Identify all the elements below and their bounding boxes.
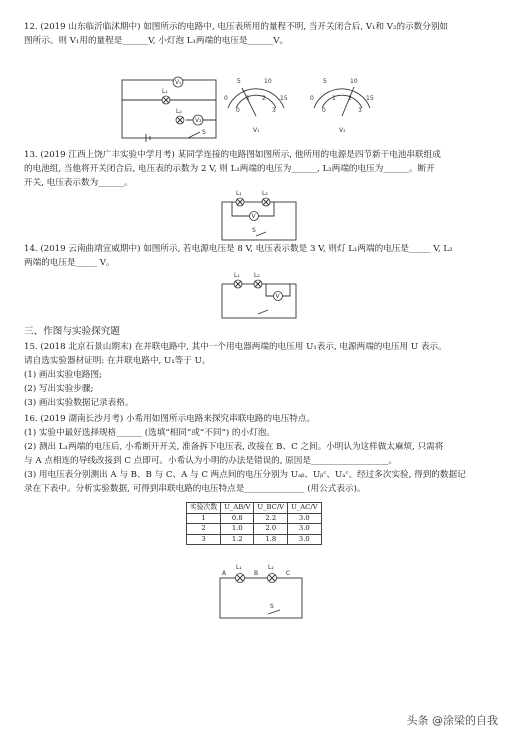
l1-label: L₁: [234, 272, 240, 279]
table-cell: 3: [187, 534, 221, 545]
lamp-l1-icon: [236, 198, 244, 206]
table-cell: 2.2: [254, 513, 288, 524]
table-header-cell: U_AB/V: [221, 503, 254, 514]
q12-circuit-diagram: [118, 76, 222, 146]
q16-data-table: [186, 502, 322, 545]
table-cell: 1.8: [254, 534, 288, 545]
q16-text-line4: 与 A 点相连的导线改接到 C 点即可。小希认为小明的办法是错误的, 原因是__________________。: [24, 456, 397, 466]
s-label: S: [202, 129, 206, 136]
lamp-l2-icon: [268, 574, 277, 583]
q12-dial-v1: [222, 74, 290, 136]
point-a-label: A: [222, 570, 227, 577]
watermark: 头条 @涂梁的自我: [406, 714, 498, 727]
dial2-scale-5: 5: [323, 78, 327, 85]
dial2-inner-1: 1: [332, 95, 336, 102]
dial1-inner-0: 0: [236, 107, 240, 114]
dial2-inner-0: 0: [322, 107, 326, 114]
l1-label: L₁: [236, 190, 242, 197]
v-label: V: [251, 213, 256, 220]
q13-text-line1: 13. (2019 江西上饶广丰实验中学月考) 某同学连接的电路图如图所示, 他所用的电源是四节新干电池串联组成: [24, 150, 441, 160]
lamp-l2-icon: [254, 280, 262, 288]
section-title: 三、作图与实验探究题: [24, 326, 120, 337]
q14-text-line2: 两端的电压是_____ V。: [24, 258, 115, 268]
l2-label: L₂: [176, 108, 182, 115]
l2-label: L₂: [268, 564, 274, 571]
dial1-inner-2: 2: [262, 95, 266, 102]
dial2-inner-3: 3: [358, 107, 362, 114]
dial2-scale-15: 15: [366, 95, 374, 102]
dial1-inner-3: 3: [272, 107, 276, 114]
v-label: V: [275, 293, 280, 300]
table-cell: 2.0: [254, 524, 288, 535]
v2-label: V₂: [195, 117, 202, 124]
dial1-scale-5: 5: [237, 78, 241, 85]
table-header-cell: U_AC/V: [288, 503, 321, 514]
table-cell: 1: [187, 513, 221, 524]
dial2-inner-2: 2: [348, 95, 352, 102]
q16-text-line3: (2) 测出 L₁两端的电压后, 小希断开开关, 准备拆下电压表, 改接在 B、C 之间。小明认为这样做太麻烦, 只需将: [24, 442, 444, 452]
q12-dial-v2: [308, 74, 376, 136]
q15-text-line1: 15. (2018 北京石景山期末) 在并联电路中, 其中一个用电器两端的电压用 U₁表示, 电源两端的电压用 U 表示。: [24, 342, 447, 352]
dial2-caption: V₂: [339, 127, 346, 134]
lamp-l2-icon: [262, 198, 270, 206]
q13-circuit-diagram: [218, 190, 300, 248]
q15-text-line2: 请自选实验器材证明: 在并联电路中, U₁等于 U。: [24, 356, 211, 366]
l2-label: L₂: [262, 190, 268, 197]
table-row: [187, 524, 322, 535]
s-label: S: [252, 227, 256, 234]
table-header-row: [187, 503, 322, 514]
table-cell: 1.2: [221, 534, 254, 545]
lamp-l1-icon: [234, 280, 242, 288]
table-header-cell: 实验次数: [187, 503, 221, 514]
table-cell: 3.0: [288, 513, 321, 524]
dial2-scale-0: 0: [310, 95, 314, 102]
dial1-scale-0: 0: [224, 95, 228, 102]
table-cell: 0.8: [221, 513, 254, 524]
q16-text-line5: (3) 用电压表分别测出 A 与 B、B 与 C、A 与 C 两点间的电压分别为 Uₐᵦ、Uᵦᶜ、Uₐᶜ。经过多次实验, 得到的数据记: [24, 470, 466, 480]
table-row: [187, 534, 322, 545]
l1-label: L₁: [236, 564, 242, 571]
table-cell: 2: [187, 524, 221, 535]
q15-item-3: (3) 画出实验数据记录表格。: [24, 398, 134, 408]
dial1-caption: V₁: [253, 127, 260, 134]
q13-text-line2: 的电池组, 当他将开关闭合后, 电压表的示数为 2 V, 则 L₁两端的电压为______, L₂两端的电压为______。断开: [24, 164, 435, 174]
dial1-inner-1: 1: [246, 95, 250, 102]
s-label: S: [270, 603, 274, 610]
q16-circuit-diagram: [216, 566, 306, 624]
q12-text-line2: 图所示。则 V₁用的量程是______V, 小灯泡 L₁两端的电压是______V。: [24, 36, 289, 46]
point-c-label: C: [286, 570, 291, 577]
dial1-scale-10: 10: [264, 78, 272, 85]
q13-text-line3: 开关, 电压表示数为______。: [24, 178, 133, 188]
table-header-cell: U_BC/V: [254, 503, 288, 514]
lamp-l1-icon: [236, 574, 245, 583]
lamp-l2-icon: [176, 116, 184, 124]
q14-text-line1: 14. (2019 云南曲靖宣威期中) 如图所示, 若电源电压是 8 V, 电压表示数是 3 V, 则灯 L₁两端的电压是_____ V, L₂: [24, 244, 453, 254]
l1-label: L₁: [162, 88, 168, 95]
q14-circuit-diagram: [218, 272, 300, 324]
lamp-l1-icon: [162, 96, 170, 104]
l2-label: L₂: [254, 272, 260, 279]
dial1-scale-15: 15: [280, 95, 288, 102]
q15-item-2: (2) 写出实验步骤;: [24, 384, 94, 394]
q15-item-1: (1) 画出实验电路图;: [24, 370, 102, 380]
point-b-label: B: [254, 570, 259, 577]
v1-label: V₁: [175, 79, 182, 86]
q12-text-line1: 12. (2019 山东临沂临沭期中) 如图所示的电路中, 电压表所用的量程不明, 当开关闭合后, V₁和 V₂的示数分别如: [24, 22, 449, 32]
table-cell: 1.0: [221, 524, 254, 535]
table-cell: 3.0: [288, 524, 321, 535]
q16-text-line6: 录在下表中。分析实验数据, 可得到串联电路的电压特点是______________ (用公式表示)。: [24, 484, 366, 494]
q16-text-line2: (1) 实验中最好选择规格______ (选填“相同”或“不同”) 的小灯泡。: [24, 428, 275, 438]
table-cell: 3.0: [288, 534, 321, 545]
table-row: [187, 513, 322, 524]
dial2-scale-10: 10: [350, 78, 358, 85]
q16-text-line1: 16. (2019 湖南长沙月考) 小希用如图所示电路来探究串联电路的电压特点。: [24, 414, 316, 424]
